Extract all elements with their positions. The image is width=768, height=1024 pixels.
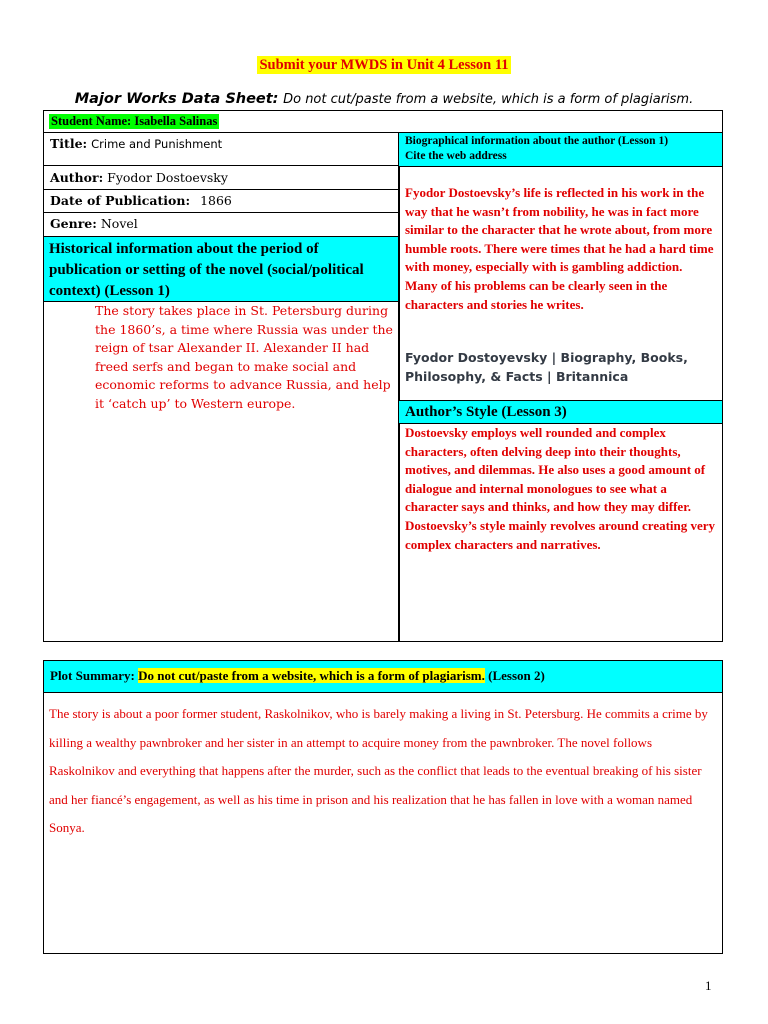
plot-lesson: (Lesson 2): [488, 668, 545, 683]
title-label: Title:: [50, 136, 88, 151]
plot-heading: [44, 661, 722, 693]
genre-label: Genre:: [50, 216, 97, 231]
title-value: Crime and Punishment: [91, 137, 223, 151]
historical-heading: Historical information about the period of publication or setting of the novel (social/political context) (Lesson 1): [44, 237, 398, 302]
plot-warning: Do not cut/paste from a website, which is a form of plagiarism.: [138, 668, 485, 683]
title-field: [44, 133, 398, 166]
submit-instruction: Submit your MWDS in Unit 4 Lesson 11: [259, 57, 509, 73]
bio-text: Fyodor Dostoevsky’s life is reflected in his work in the way that he wasn’t from nobility, he was in fact more similar to the character that he wrote about, from more humble roots. There were times that he had a hard time with money, especially with is gambling addiction. Many of his problems can be clearly seen in the characters and stories he writes.: [405, 185, 714, 312]
page-number: 1: [705, 978, 712, 993]
bio-heading-line1: Biographical information about the author (Lesson 1): [405, 135, 669, 147]
sheet-note: Do not cut/paste from a website, which is a form of plagiarism.: [283, 92, 694, 107]
historical-text: The story takes place in St. Petersburg during the 1860’s, a time where Russia was under the reign of tsar Alexander II. Alexander II had freed serfs and began to make social and economic reforms to advance Russia, and help it ‘catch up’ to Western europe.: [95, 303, 393, 411]
genre-value: Novel: [100, 216, 138, 231]
plot-label: Plot Summary:: [50, 668, 135, 683]
bio-heading-line2: Cite the web address: [405, 150, 507, 162]
student-name: Student Name: Isabella Salinas: [51, 114, 218, 128]
author-label: Author:: [50, 170, 104, 185]
plot-text: The story is about a poor former student, Raskolnikov, who is barely making a living in St. Petersburg. He commits a crime by killing a wealthy pawnbroker and her sister in an attempt to acquire money from the pawnbroker. The novel follows Raskolnikov and everything that happens after the murder, such as the conflict that leads to the eventual breaking of his sister and her fiancé’s engagement, as well as his time in prison and his realization that he has fallen in love with a woman named Sonya.: [49, 706, 708, 836]
sheet-title: Major Works Data Sheet:: [74, 91, 279, 107]
column-divider: [398, 133, 400, 642]
date-label: Date of Publication:: [50, 193, 191, 208]
style-text: Dostoevsky employs well rounded and complex characters, often delving deep into their thoughts, motives, and dilemmas. He also uses a good amount of dialogue and internal monologues to see what a character says and thinks, and how they may differ. Dostoevsky’s style mainly revolves around creating very complex characters and narratives.: [405, 425, 716, 552]
date-field: [44, 190, 398, 213]
bio-citation: Fyodor Dostoyevsky | Biography, Books, Philosophy, & Facts | Britannica: [405, 350, 688, 384]
genre-field: [44, 213, 398, 237]
student-name-row: [44, 111, 722, 133]
sheet-heading: [0, 91, 768, 107]
style-heading: Author’s Style (Lesson 3): [399, 400, 722, 424]
bio-heading: [399, 133, 722, 167]
date-value: 1866: [200, 193, 232, 208]
author-value: Fyodor Dostoevsky: [107, 170, 228, 185]
author-field: [44, 166, 398, 190]
